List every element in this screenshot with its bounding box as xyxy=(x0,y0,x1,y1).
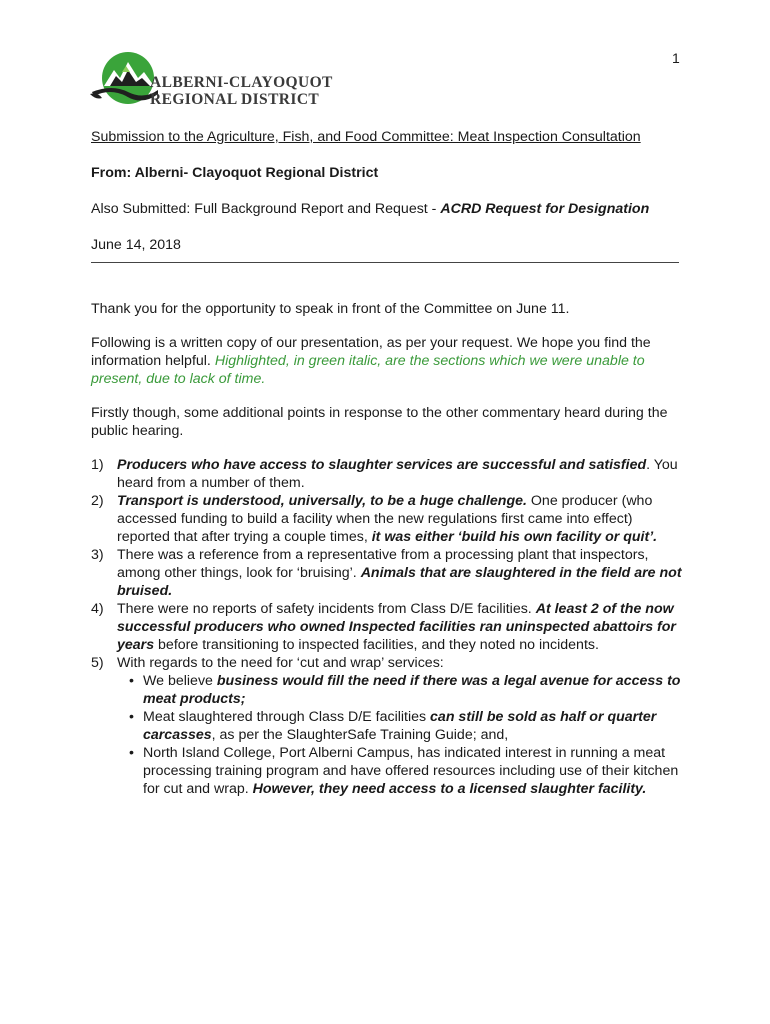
subject-line: Submission to the Agriculture, Fish, and Food Committee: Meat Inspection Consultation xyxy=(91,129,641,145)
list-item xyxy=(91,546,683,600)
bullet-text: , as per the SlaughterSafe Training Guide; and, xyxy=(211,727,509,743)
from-line: From: Alberni- Clayoquot Regional District xyxy=(91,165,379,181)
date-line: June 14, 2018 xyxy=(91,237,181,253)
thanks-paragraph: Thank you for the opportunity to speak in front of the Committee on June 11. xyxy=(91,301,570,317)
list-number: 2) xyxy=(91,493,104,509)
item-text: There were no reports of safety incidents from Class D/E facilities. xyxy=(117,601,536,617)
list-item xyxy=(91,456,683,492)
divider xyxy=(91,262,679,263)
following-text: Following is a written copy of our presentation, as per your request. We hope you find the information helpful. xyxy=(91,335,651,369)
bullet-icon: • xyxy=(129,709,134,725)
also-bold: ACRD Request for Designation xyxy=(440,201,650,217)
bullet-bold: can still be sold as half or quarter carcasses xyxy=(143,709,657,743)
acrd-logo xyxy=(88,48,348,114)
logo-line-2: REGIONAL DISTRICT xyxy=(150,91,320,108)
list-item xyxy=(91,600,683,654)
numbered-list xyxy=(91,456,683,798)
list-number: 3) xyxy=(91,547,104,563)
list-number: 5) xyxy=(91,655,104,671)
bullet-icon: • xyxy=(129,673,134,689)
bullet-text: North Island College, Port Alberni Campus, has indicated interest in running a meat processing training program and have offered resources including use of their kitchen for cut and wrap. xyxy=(143,745,679,797)
also-prefix: Also Submitted: Full Background Report and Request - xyxy=(91,201,441,217)
logo-line-1: ALBERNI-CLAYOQUOT xyxy=(150,74,333,91)
item-bold: At least 2 of the now successful producers who owned Inspected facilities ran uninspected abattoirs for years xyxy=(117,601,676,653)
following-paragraph xyxy=(91,334,683,388)
bullet-list xyxy=(123,672,683,798)
item-text: One producer (who accessed funding to build a facility when the new regulations first came into effect) reported that after trying a couple times, xyxy=(117,493,653,545)
bullet-item xyxy=(123,708,683,744)
list-item xyxy=(91,654,683,798)
bullet-icon: • xyxy=(129,745,134,761)
item-text: With regards to the need for ‘cut and wrap’ services: xyxy=(117,655,444,671)
bullet-bold: business would fill the need if there was a legal avenue for access to meat products; xyxy=(143,673,681,707)
bullet-item xyxy=(123,744,683,798)
bullet-text: We believe xyxy=(143,673,217,689)
page-number: 1 xyxy=(672,50,680,66)
document-body xyxy=(91,128,683,798)
firstly-paragraph: Firstly though, some additional points in response to the other commentary heard during the public hearing. xyxy=(91,405,668,439)
item-bold: Animals that are slaughtered in the field are not bruised. xyxy=(117,565,682,599)
bullet-bold: However, they need access to a licensed slaughter facility. xyxy=(252,781,647,797)
list-number: 1) xyxy=(91,457,104,473)
item-text: There was a reference from a representative from a processing plant that inspectors, among other things, look for ‘bruising’. xyxy=(117,547,649,581)
item-bold: Transport is understood, universally, to be a huge challenge. xyxy=(117,493,527,509)
item-bold: Producers who have access to slaughter services are successful and satisfied xyxy=(117,457,647,473)
also-submitted xyxy=(91,200,683,218)
bullet-text: Meat slaughtered through Class D/E facilities xyxy=(143,709,431,725)
list-item xyxy=(91,492,683,546)
item-text: . You heard from a number of them. xyxy=(117,457,678,491)
item-bold: it was either ‘build his own facility or quit’. xyxy=(371,529,658,545)
item-text: before transitioning to inspected facilities, and they noted no incidents. xyxy=(154,637,599,653)
bullet-item xyxy=(123,672,683,708)
list-number: 4) xyxy=(91,601,104,617)
following-green: Highlighted, in green italic, are the sections which we were unable to present, due to lack of time. xyxy=(91,353,645,387)
